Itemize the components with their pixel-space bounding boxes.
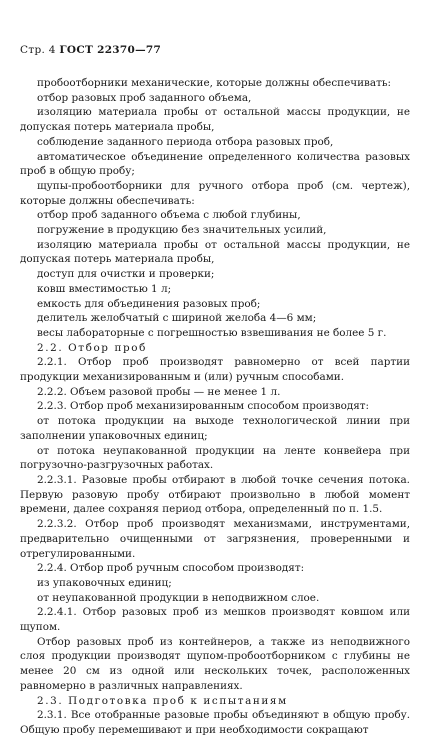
paragraph: от неупакованной продукции в неподвижном слое. — [37, 591, 320, 604]
paragraph: 2.2.3. Отбор проб механизированным способом производят: — [37, 400, 370, 413]
paragraph: 2.2.2. Объем разовой пробы — не менее 1 л. — [37, 385, 281, 398]
paragraph: из упаковочных единиц; — [37, 576, 172, 589]
paragraph: соблюдение заданного периода отбора разовых проб, — [37, 135, 334, 148]
page-header — [20, 44, 161, 56]
paragraph: 2.3.1. Все отобранные разовые пробы объединяют в общую пробу. Общую пробу перемешивают и при необходимости сокращают — [20, 709, 410, 736]
paragraph: отбор проб заданного объема с любой глубины, — [37, 209, 301, 222]
paragraph: изоляцию материала пробы от остальной массы продукции, не допуская потерь материала пробы, — [20, 106, 410, 134]
paragraph: 2.2.4. Отбор проб ручным способом производят: — [37, 562, 305, 575]
paragraph: Отбор разовых проб из контейнеров, а также из неподвижного слоя продукции производят щупом-пробоотборником с глубины не менее 20 см из одной или нескольких точек, расположенных равномерно в различных направлениях. — [20, 635, 410, 692]
page-number: Стр. 4 — [20, 44, 56, 56]
paragraph: щупы-пробоотборники для ручного отбора проб (см. чертеж), которые должны обеспечивать: — [20, 179, 410, 207]
paragraph: от потока продукции на выходе технологической линии при заполнении упаковочных единиц; — [20, 415, 410, 442]
paragraph: делитель желобчатый с шириной желоба 4—6 мм; — [37, 312, 317, 325]
paragraph: автоматическое объединение определенного количества разовых проб в общую пробу; — [20, 150, 410, 178]
paragraph: 2.2.3.1. Разовые пробы отбирают в любой точке сечения потока. Первую разовую пробу отбирают произвольно в любой момент времени, далее сохраняя период отбора, определенный по п. 1.5. — [20, 473, 410, 516]
paragraph: 2.2.4.1. Отбор разовых проб из мешков производят ковшом или щупом. — [20, 606, 410, 634]
paragraph: емкость для объединения разовых проб; — [37, 297, 261, 310]
paragraph: изоляцию материала пробы от остальной массы продукции, не допуская потерь материала пробы, — [20, 238, 410, 266]
paragraph: пробоотборники механические, которые должны обеспечивать: — [37, 77, 391, 89]
paragraph: погружение в продукцию без значительных усилий, — [37, 224, 327, 237]
paragraph: доступ для очистки и проверки; — [37, 268, 215, 281]
standard-code: ГОСТ 22370—77 — [59, 44, 162, 56]
document-body — [20, 76, 410, 738]
paragraph: весы лабораторные с погрешностью взвешивания не более 5 г. — [37, 326, 387, 339]
paragraph: от потока неупакованной продукции на ленте конвейера при погрузочно-разгрузочных работах. — [20, 444, 410, 472]
paragraph: ковш вместимостью 1 л; — [37, 282, 172, 295]
section-heading: 2.2. Отбор проб — [37, 341, 147, 354]
section-heading: 2.3. Подготовка проб к испытаниям — [37, 694, 288, 707]
paragraph: отбор разовых проб заданного объема, — [37, 91, 252, 104]
paragraph: 2.2.3.2. Отбор проб производят механизмами, инструментами, предварительно очищенными от загрязнения, проверенными и отрегулированными. — [20, 518, 410, 560]
paragraph: 2.2.1. Отбор проб производят равномерно от всей партии продукции механизированным и (или) ручным способами. — [20, 356, 410, 384]
